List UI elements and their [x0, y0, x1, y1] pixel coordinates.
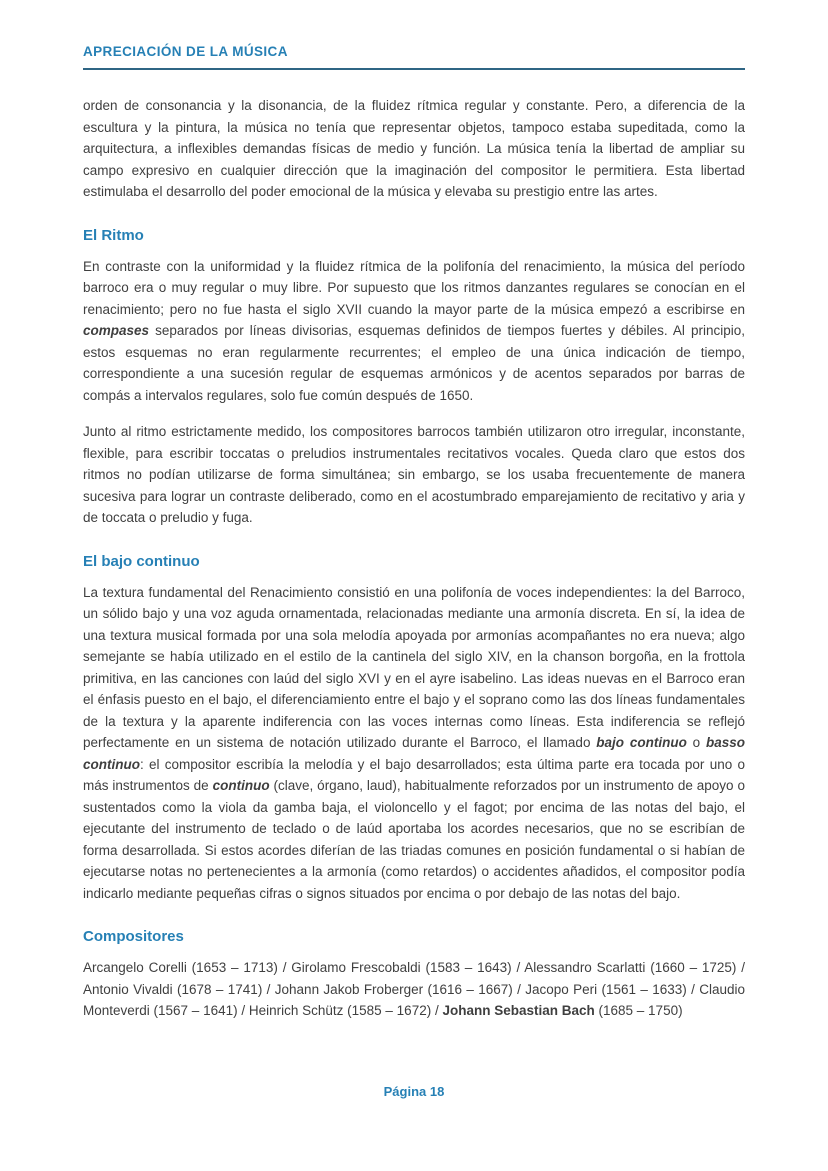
section-el-bajo-continuo	[83, 553, 745, 905]
section-el-ritmo	[83, 227, 745, 529]
page-number: Página 18	[383, 1084, 445, 1099]
document-body	[83, 95, 745, 1022]
document-title: APRECIACIÓN DE LA MÚSICA	[83, 44, 288, 59]
section-heading: El Ritmo	[83, 226, 144, 244]
page-header	[83, 44, 745, 70]
section-heading: Compositores	[83, 928, 184, 945]
header-divider	[83, 68, 745, 70]
compositores-paragraph: Arcangelo Corelli (1653 – 1713) / Girolamo Frescobaldi (1583 – 1643) / Alessandro Scarlatti (1660 – 1725) / Antonio Vivaldi (1678 – 1741) / Johann Jakob Froberger (1616 – 1667) / Jacopo Peri (1561 – 1633) / Claudio Monteverdi (1567 – 1641) / Heinrich Schütz (1585 – 1672) / Johann Sebastian Bach (1685 – 1750)	[83, 960, 745, 1018]
ritmo-paragraph-1: En contraste con la uniformidad y la fluidez rítmica de la polifonía del renacimiento, la música del período barroco era o muy regular o muy libre. Por supuesto que los ritmos danzantes regulares se conocían en el renacimiento; pero no fue hasta el siglo XVII cuando la mayor parte de la música empezó a escribirse en compases separados por líneas divisorias, esquemas definidos de tiempos fuertes y débiles. Al principio, estos esquemas no eran regularmente recurrentes; el empleo de una única indicación de tiempo, correspondiente a una sucesión regular de esquemas armónicos y de acentos separados por barras de compás a intervalos regulares, solo fue común después de 1650.	[83, 258, 745, 403]
bajo-continuo-paragraph: La textura fundamental del Renacimiento consistió en una polifonía de voces independientes: la del Barroco, un sólido bajo y una voz aguda ornamentada, relacionadas mediante una armonía discreta. En sí, la idea de una textura musical formada por una sola melodía apoyada por armonías acompañantes no era nueva; algo semejante se había utilizado en el estilo de la cantinela del siglo XIV, en la chanson borgoña, en la frottola primitiva, en las canciones con laúd del siglo XVI y en el ayre isabelino. Las ideas nuevas en el Barroco eran el énfasis puesto en el bajo, el diferenciamiento entre el bajo y el soprano como las dos líneas fundamentales de la textura y la aparente indiferencia con las voces internas como líneas. Esta indiferencia se reflejó perfectamente en un sistema de notación utilizado durante el Barroco, el llamado bajo continuo o basso continuo: el compositor escribía la melodía y el bajo desarrollados; esta última parte era tocada por uno o más instrumentos de continuo (clave, órgano, laud), habitualmente reforzados por un instrumento de apoyo o sustentados como la viola da gamba baja, el violoncello y el fagot; por encima de las notas del bajo, el ejecutante del instrumento de teclado o de laúd aportaba los acordes necesarios, que no se escribían de forma desarrollada. Si estos acordes diferían de las triadas comunes en posición fundamental o si habían de ejecutarse notas no pertenecientes a la armonía (como retardos) o accidentes añadidos, el compositor podía indicarlo mediante pequeñas cifras o signos situados por encima o por debajo de las notas del bajo.	[83, 584, 745, 901]
section-compositores	[83, 928, 745, 1022]
section-heading: El bajo continuo	[83, 552, 200, 570]
intro-paragraph: orden de consonancia y la disonancia, de la fluidez rítmica regular y constante. Pero, a diferencia de la escultura y la pintura, la música no tenía que representar objetos, tampoco estaba supeditada, como la arquitectura, a inflexibles demandas físicas de medio y función. La música tenía la libertad de ampliar su campo expresivo en cualquier dirección que la imaginación del compositor le permitiera. Esta libertad estimulaba el desarrollo del poder emocional de la música y elevaba su prestigio entre las artes.	[83, 98, 745, 199]
page-footer	[0, 1084, 828, 1099]
ritmo-paragraph-2: Junto al ritmo estrictamente medido, los compositores barrocos también utilizaron otro irregular, inconstante, flexible, para escribir toccatas o preludios instrumentales recitativos vocales. Queda claro que estos dos ritmos no podían utilizarse de forma simultánea; sin embargo, se los usaba frecuentemente de manera sucesiva para lograr un contraste deliberado, como en el acostumbrado emparejamiento de recitativo y aria y de toccata o preludio y fuga.	[83, 424, 745, 525]
